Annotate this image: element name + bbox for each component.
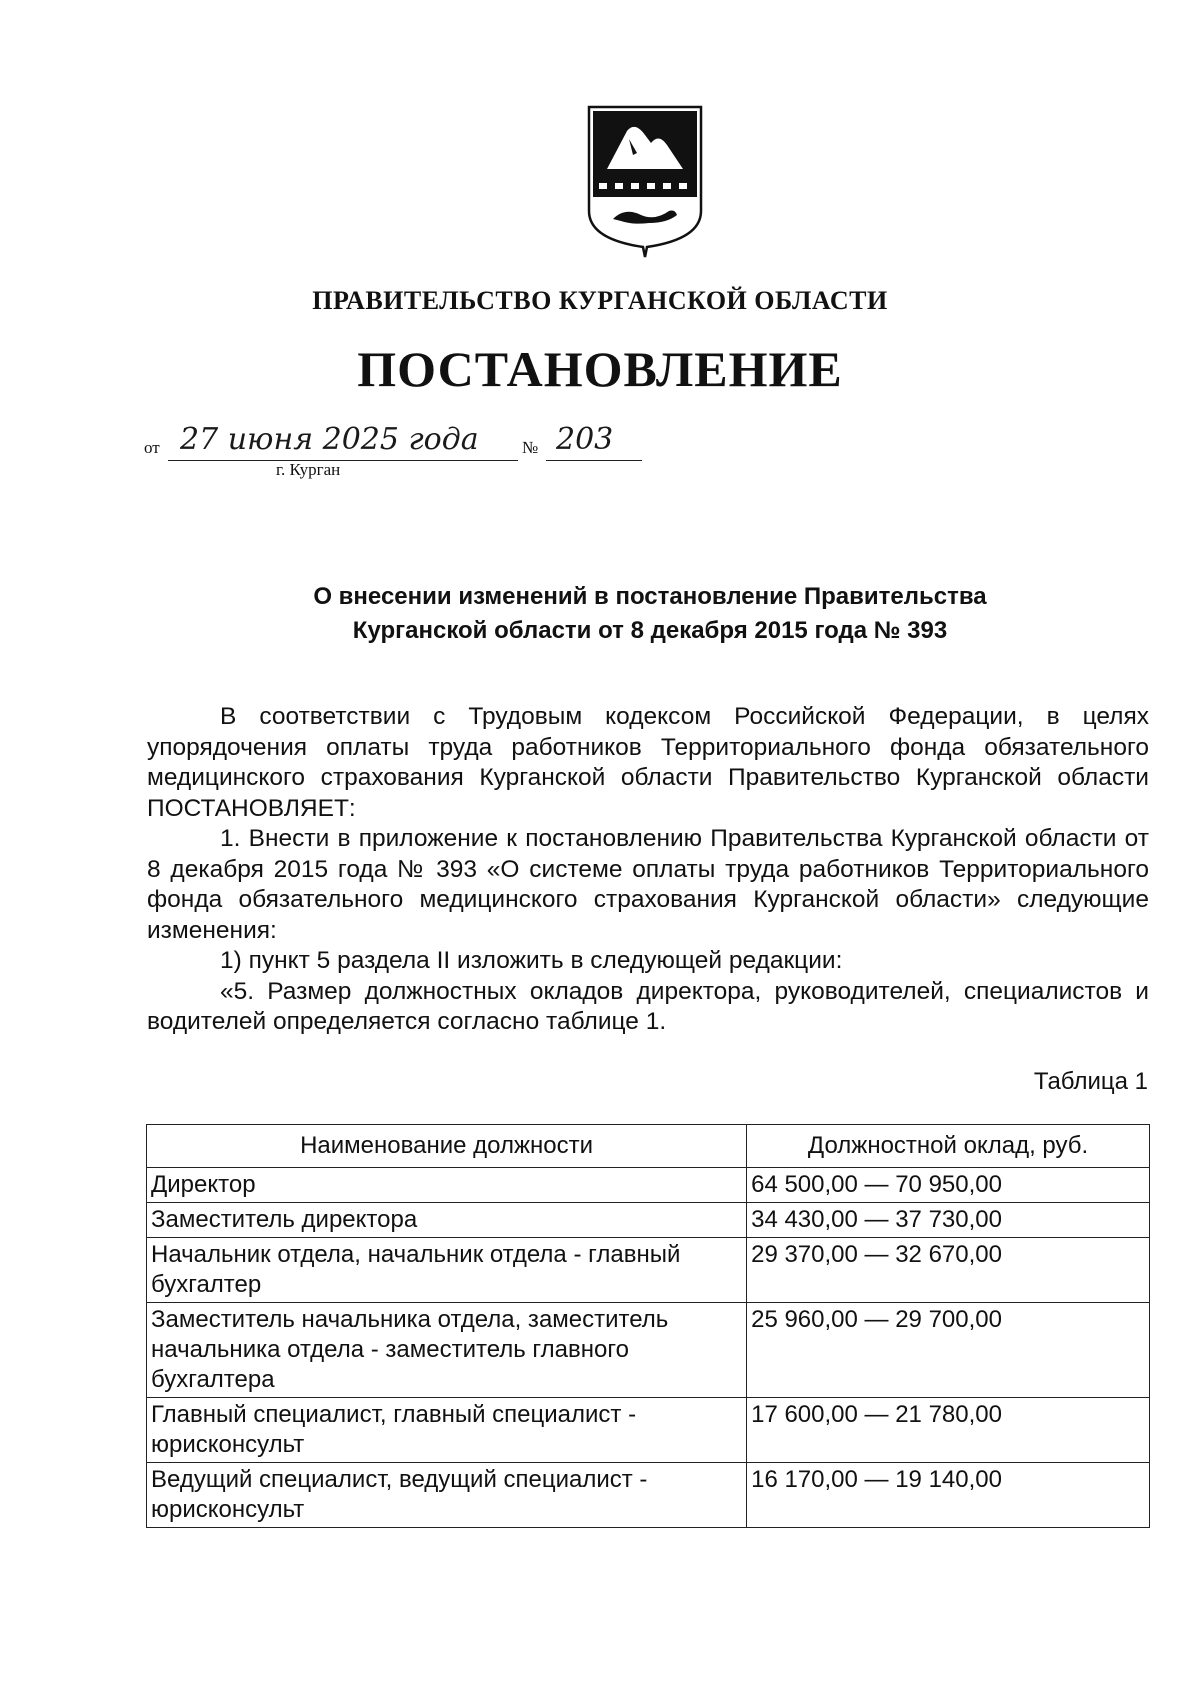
heading-line-1: О внесении изменений в постановление Правительства xyxy=(313,583,987,610)
table-row xyxy=(147,1238,1150,1303)
position-cell: Начальник отдела, начальник отдела - главный бухгалтер xyxy=(147,1238,747,1303)
document-type-title: ПОСТАНОВЛЕНИЕ xyxy=(357,341,843,397)
salary-cell: 64 500,00 — 70 950,00 xyxy=(747,1168,1150,1203)
table-row xyxy=(147,1303,1150,1398)
table-row xyxy=(147,1203,1150,1238)
paragraph-preamble: В соответствии с Трудовым кодексом Российской Федерации, в целях упорядочения оплаты труда работников Территориального фонда обязательного медицинского страхования Курганской области Правительство Курганской области ПОСТАНОВЛЯЕТ: xyxy=(147,703,1149,822)
header-position: Наименование должности xyxy=(147,1125,747,1168)
city-label: г. Курган xyxy=(276,460,341,479)
salary-cell: 25 960,00 — 29 700,00 xyxy=(747,1303,1150,1398)
salary-cell: 29 370,00 — 32 670,00 xyxy=(747,1238,1150,1303)
document-heading xyxy=(150,580,1150,648)
position-cell: Ведущий специалист, ведущий специалист - юрисконсульт xyxy=(147,1463,747,1528)
table-caption: Таблица 1 xyxy=(1033,1068,1148,1095)
paragraph-point-5: «5. Размер должностных окладов директора, руководителей, специалистов и водителей определяется согласно таблице 1. xyxy=(147,977,1149,1035)
table-row xyxy=(147,1168,1150,1203)
salary-cell: 17 600,00 — 21 780,00 xyxy=(747,1398,1150,1463)
salary-cell: 16 170,00 — 19 140,00 xyxy=(747,1463,1150,1528)
date-number-line xyxy=(144,420,664,480)
table-header-row xyxy=(147,1125,1150,1168)
date-underline xyxy=(168,460,518,461)
position-cell: Директор xyxy=(147,1168,747,1203)
salary-cell: 34 430,00 — 37 730,00 xyxy=(747,1203,1150,1238)
position-cell: Главный специалист, главный специалист - юрисконсульт xyxy=(147,1398,747,1463)
body-text xyxy=(147,702,1149,1038)
number-underline xyxy=(546,460,642,461)
table-row xyxy=(147,1398,1150,1463)
position-cell: Заместитель директора xyxy=(147,1203,747,1238)
handwritten-number: 203 xyxy=(556,422,614,457)
heading-line-2: Курганской области от 8 декабря 2015 года № 393 xyxy=(352,617,948,644)
paragraph-subitem-1: 1) пункт 5 раздела II изложить в следующей редакции: xyxy=(220,947,843,974)
from-label: от xyxy=(144,438,160,457)
table-row xyxy=(147,1463,1150,1528)
header-salary: Должностной оклад, руб. xyxy=(747,1125,1150,1168)
salary-table xyxy=(146,1124,1150,1528)
coat-of-arms-emblem xyxy=(585,103,705,258)
handwritten-date: 27 июня 2025 года xyxy=(180,422,479,457)
paragraph-item-1: 1. Внести в приложение к постановлению Правительства Курганской области от 8 декабря 2015 года № 393 «О системе оплаты труда работников Территориального фонда обязательного медицинского страхования Курганской области» следующие изменения: xyxy=(147,825,1149,944)
number-label: № xyxy=(522,438,539,457)
position-cell: Заместитель начальника отдела, заместитель начальника отдела - заместитель главного бухгалтера xyxy=(147,1303,747,1398)
government-title: ПРАВИТЕЛЬСТВО КУРГАНСКОЙ ОБЛАСТИ xyxy=(312,286,888,315)
